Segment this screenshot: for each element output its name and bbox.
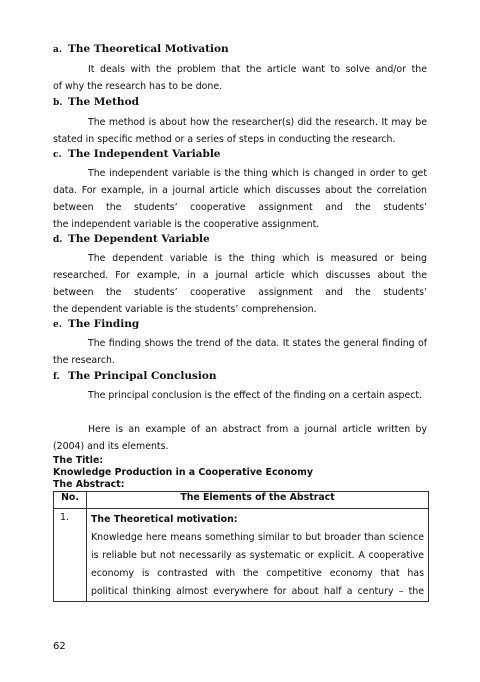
section-title: The Principal Conclusion bbox=[68, 370, 217, 382]
abstract-label: The Abstract: bbox=[53, 479, 125, 490]
section-heading-a bbox=[53, 43, 229, 55]
table-row bbox=[54, 509, 429, 602]
row-title: The Theoretical motivation: bbox=[91, 514, 238, 525]
table-header-row bbox=[54, 492, 429, 509]
section-letter: c. bbox=[53, 150, 62, 160]
section-paragraph-d bbox=[53, 250, 427, 318]
section-paragraph-f bbox=[53, 387, 427, 404]
section-paragraph-a bbox=[53, 61, 427, 95]
paragraph-line: researched. For example, in a journal article which discusses about the bbox=[53, 270, 427, 281]
column-header-elements: The Elements of the Abstract bbox=[87, 492, 429, 509]
section-letter: f. bbox=[53, 372, 60, 382]
intro-paragraph bbox=[53, 421, 427, 455]
abstract-elements-table bbox=[53, 491, 429, 602]
section-title: The Method bbox=[68, 96, 139, 108]
paragraph-line: the research. bbox=[53, 355, 115, 366]
paragraph-line: Here is an example of an abstract from a journal article written by bbox=[88, 424, 427, 435]
row-line: Knowledge here means something similar to but broader than science bbox=[91, 532, 424, 543]
section-heading-c bbox=[53, 148, 221, 160]
paragraph-line: the independent variable is the cooperative assignment. bbox=[53, 219, 320, 230]
paragraph-line: The principal conclusion is the effect of the finding on a certain aspect. bbox=[88, 390, 423, 401]
section-letter: e. bbox=[53, 320, 62, 330]
section-title: The Independent Variable bbox=[68, 148, 221, 160]
section-letter: d. bbox=[53, 235, 63, 245]
article-title: Knowledge Production in a Cooperative Economy bbox=[53, 467, 313, 478]
section-paragraph-b bbox=[53, 114, 427, 148]
row-number: 1. bbox=[54, 509, 87, 602]
row-line: political thinking almost everywhere for about half a century – the bbox=[91, 586, 424, 597]
section-heading-f bbox=[53, 370, 217, 382]
section-letter: b. bbox=[53, 98, 63, 108]
title-label: The Title: bbox=[53, 455, 104, 466]
section-heading-e bbox=[53, 318, 139, 330]
section-letter: a. bbox=[53, 45, 62, 55]
section-paragraph-c bbox=[53, 165, 427, 233]
paragraph-line: of why the research has to be done. bbox=[53, 81, 223, 92]
page-number: 62 bbox=[53, 641, 66, 652]
section-heading-b bbox=[53, 96, 139, 108]
row-content bbox=[87, 509, 429, 602]
paragraph-line: The method is about how the researcher(s) did the research. It may be bbox=[88, 117, 427, 128]
paragraph-line: (2004) and its elements. bbox=[53, 441, 169, 452]
paragraph-line: It deals with the problem that the article want to solve and/or the bbox=[88, 64, 427, 75]
row-line: is reliable but not necessarily as systematic or explicit. A cooperative bbox=[91, 550, 424, 561]
section-paragraph-e bbox=[53, 335, 427, 369]
paragraph-line: The independent variable is the thing which is changed in order to get bbox=[88, 168, 427, 179]
paragraph-line: between the students’ cooperative assignment and the students’ bbox=[53, 202, 427, 213]
paragraph-line: between the students’ cooperative assignment and the students’ bbox=[53, 287, 427, 298]
section-title: The Finding bbox=[68, 318, 140, 330]
section-heading-d bbox=[53, 233, 210, 245]
paragraph-line: the dependent variable is the students’ comprehension. bbox=[53, 304, 317, 315]
row-line: economy is contrasted with the competitive economy that has bbox=[91, 568, 424, 579]
paragraph-line: The finding shows the trend of the data. It states the general finding of bbox=[88, 338, 427, 349]
paragraph-line: data. For example, in a journal article which discusses about the correlation bbox=[53, 185, 427, 196]
column-header-no: No. bbox=[54, 492, 87, 509]
paragraph-line: The dependent variable is the thing which is measured or being bbox=[88, 253, 427, 264]
section-title: The Dependent Variable bbox=[68, 233, 210, 245]
section-title: The Theoretical Motivation bbox=[68, 43, 229, 55]
paragraph-line: stated in specific method or a series of steps in conducting the research. bbox=[53, 134, 396, 145]
